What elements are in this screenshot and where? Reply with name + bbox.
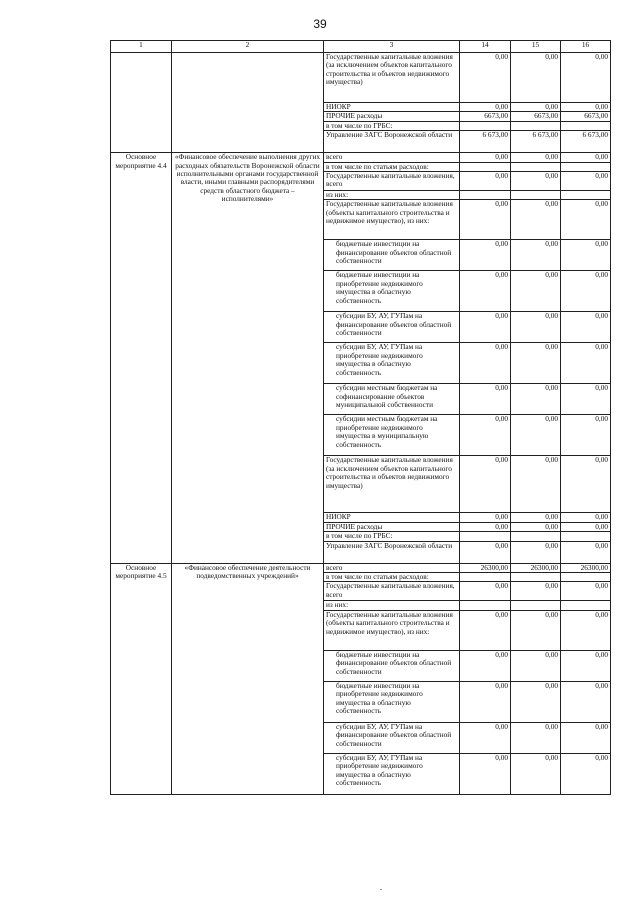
value-cell — [460, 121, 511, 130]
value-cell: 26300,00 — [511, 563, 561, 572]
value-cell: 0,00 — [460, 753, 511, 794]
value-cell: 6 673,00 — [511, 131, 561, 153]
column-number-row — [111, 41, 611, 53]
value-cell — [561, 601, 611, 610]
budget-table-body — [111, 41, 611, 795]
expense-label: субсидии местным бюджетам на софинансирование объектов муниципальной собственности — [324, 384, 460, 415]
expense-label: НИОКР — [324, 513, 460, 522]
value-cell: 0,00 — [561, 312, 611, 343]
value-cell: 0,00 — [511, 200, 561, 240]
value-cell — [511, 573, 561, 582]
value-cell — [460, 162, 511, 171]
column-header: 15 — [511, 41, 561, 53]
value-cell: 0,00 — [561, 753, 611, 794]
activity-title: «Финансовое обеспечение деятельности подведомственных учреждений» — [172, 563, 324, 794]
value-cell: 0,00 — [511, 753, 561, 794]
value-cell: 0,00 — [511, 541, 561, 563]
expense-label: всего — [324, 153, 460, 162]
value-cell: 0,00 — [561, 582, 611, 601]
value-cell: 6 673,00 — [561, 131, 611, 153]
value-cell: 0,00 — [511, 103, 561, 112]
value-cell: 0,00 — [561, 103, 611, 112]
expense-label: в том числе по статьям расходов: — [324, 573, 460, 582]
activity-title: «Финансовое обеспечение выполнения других расходных обязательств Воронежской области исполнительными органами государственной власти, иными главными распорядителями средств областного бюджета – исполнителями» — [172, 153, 324, 563]
value-cell: 0,00 — [460, 153, 511, 162]
value-cell: 0,00 — [511, 415, 561, 456]
expense-label: субсидии местным бюджетам на приобретение недвижимого имущества в муниципальную собственность — [324, 415, 460, 456]
value-cell: 26300,00 — [561, 563, 611, 572]
column-header: 3 — [324, 41, 460, 53]
expense-label: Государственные капитальные вложения (за исключением объектов капитального строительства и объектов недвижимого имущества) — [324, 53, 460, 103]
expense-label: из них: — [324, 191, 460, 200]
value-cell: 0,00 — [460, 172, 511, 191]
value-cell — [561, 532, 611, 541]
value-cell: 0,00 — [511, 456, 561, 513]
value-cell: 0,00 — [460, 240, 511, 271]
expense-label: ПРОЧИЕ расходы — [324, 112, 460, 121]
column-header: 16 — [561, 41, 611, 53]
value-cell: 0,00 — [511, 610, 561, 650]
value-cell: 0,00 — [561, 200, 611, 240]
value-cell: 0,00 — [561, 153, 611, 162]
table-row — [111, 53, 611, 103]
value-cell: 6 673,00 — [460, 131, 511, 153]
column-header: 1 — [111, 41, 172, 53]
value-cell: 0,00 — [511, 343, 561, 384]
value-cell: 0,00 — [511, 681, 561, 722]
expense-label: Управление ЗАГС Воронежской области — [324, 541, 460, 563]
value-cell — [460, 191, 511, 200]
value-cell: 0,00 — [561, 456, 611, 513]
value-cell: 0,00 — [460, 271, 511, 312]
value-cell: 0,00 — [511, 582, 561, 601]
value-cell — [561, 121, 611, 130]
value-cell: 0,00 — [511, 172, 561, 191]
value-cell: 0,00 — [460, 513, 511, 522]
expense-label: Управление ЗАГС Воронежской области — [324, 131, 460, 153]
table-row — [111, 153, 611, 162]
expense-label: бюджетные инвестиции на финансирование объектов областной собственности — [324, 650, 460, 681]
value-cell — [511, 532, 561, 541]
value-cell: 0,00 — [561, 384, 611, 415]
value-cell: 0,00 — [561, 650, 611, 681]
expense-label: из них: — [324, 601, 460, 610]
expense-label: субсидии БУ, АУ, ГУПам на приобретение недвижимого имущества в областную собственность — [324, 343, 460, 384]
value-cell — [511, 121, 561, 130]
value-cell: 0,00 — [561, 240, 611, 271]
activity-code: Основное мероприятие 4.4 — [111, 153, 172, 563]
value-cell: 0,00 — [511, 153, 561, 162]
expense-label: субсидии БУ, АУ, ГУПам на приобретение недвижимого имущества в областную собственность — [324, 753, 460, 794]
expense-label: в том числе по статьям расходов: — [324, 162, 460, 171]
value-cell: 0,00 — [460, 722, 511, 753]
column-header: 2 — [172, 41, 324, 53]
value-cell: 0,00 — [460, 681, 511, 722]
value-cell: 0,00 — [460, 582, 511, 601]
value-cell: 0,00 — [460, 650, 511, 681]
expense-label: Государственные капитальные вложения (за исключением объектов капитального строительства и объектов недвижимого имущества) — [324, 456, 460, 513]
value-cell — [511, 601, 561, 610]
expense-label: в том числе по ГРБС: — [324, 121, 460, 130]
value-cell: 0,00 — [511, 312, 561, 343]
value-cell: 0,00 — [511, 513, 561, 522]
value-cell: 0,00 — [561, 271, 611, 312]
value-cell: 0,00 — [460, 53, 511, 103]
budget-table — [110, 40, 611, 795]
value-cell: 0,00 — [561, 681, 611, 722]
value-cell: 0,00 — [511, 271, 561, 312]
value-cell — [460, 573, 511, 582]
value-cell: 0,00 — [460, 312, 511, 343]
activity-code — [111, 53, 172, 153]
expense-label: в том числе по ГРБС: — [324, 532, 460, 541]
value-cell: 0,00 — [460, 522, 511, 531]
value-cell: 0,00 — [511, 240, 561, 271]
value-cell — [561, 191, 611, 200]
column-header: 14 — [460, 41, 511, 53]
expense-label: Государственные капитальные вложения, всего — [324, 172, 460, 191]
value-cell: 0,00 — [460, 103, 511, 112]
expense-label: НИОКР — [324, 103, 460, 112]
expense-label: всего — [324, 563, 460, 572]
value-cell: 0,00 — [460, 456, 511, 513]
value-cell: 0,00 — [561, 522, 611, 531]
value-cell: 0,00 — [511, 384, 561, 415]
scan-speck — [380, 889, 382, 890]
value-cell — [460, 532, 511, 541]
value-cell: 26300,00 — [460, 563, 511, 572]
value-cell: 0,00 — [460, 384, 511, 415]
value-cell: 0,00 — [561, 343, 611, 384]
value-cell: 0,00 — [460, 343, 511, 384]
value-cell: 0,00 — [561, 722, 611, 753]
value-cell: 6673,00 — [460, 112, 511, 121]
page-number: 39 — [313, 17, 327, 31]
value-cell: 0,00 — [511, 53, 561, 103]
value-cell: 0,00 — [460, 610, 511, 650]
expense-label: субсидии БУ, АУ, ГУПам на финансирование объектов областной собственности — [324, 312, 460, 343]
expense-label: ПРОЧИЕ расходы — [324, 522, 460, 531]
expense-label: субсидии БУ, АУ, ГУПам на финансирование объектов областной собственности — [324, 722, 460, 753]
value-cell: 0,00 — [460, 415, 511, 456]
expense-label: Государственные капитальные вложения (объекты капитального строительства и недвижимое имущество), из них: — [324, 610, 460, 650]
value-cell: 0,00 — [561, 415, 611, 456]
value-cell: 0,00 — [511, 522, 561, 531]
value-cell: 0,00 — [460, 541, 511, 563]
expense-label: бюджетные инвестиции на приобретение недвижимого имущества в областную собственность — [324, 271, 460, 312]
value-cell — [460, 601, 511, 610]
value-cell — [511, 191, 561, 200]
value-cell: 0,00 — [561, 610, 611, 650]
expense-label: Государственные капитальные вложения, всего — [324, 582, 460, 601]
activity-code: Основное мероприятие 4.5 — [111, 563, 172, 794]
value-cell: 0,00 — [561, 541, 611, 563]
expense-label: бюджетные инвестиции на финансирование объектов областной собственности — [324, 240, 460, 271]
value-cell: 6673,00 — [561, 112, 611, 121]
activity-title — [172, 53, 324, 153]
value-cell: 0,00 — [561, 513, 611, 522]
expense-label: Государственные капитальные вложения (объекты капитального строительства и недвижимое имущество), из них: — [324, 200, 460, 240]
value-cell — [561, 573, 611, 582]
value-cell: 0,00 — [561, 53, 611, 103]
expense-label: бюджетные инвестиции на приобретение недвижимого имущества в областную собственность — [324, 681, 460, 722]
value-cell — [561, 162, 611, 171]
value-cell: 0,00 — [460, 200, 511, 240]
value-cell — [511, 162, 561, 171]
value-cell: 0,00 — [511, 722, 561, 753]
value-cell: 0,00 — [561, 172, 611, 191]
value-cell: 0,00 — [511, 650, 561, 681]
value-cell: 6673,00 — [511, 112, 561, 121]
table-row — [111, 563, 611, 572]
